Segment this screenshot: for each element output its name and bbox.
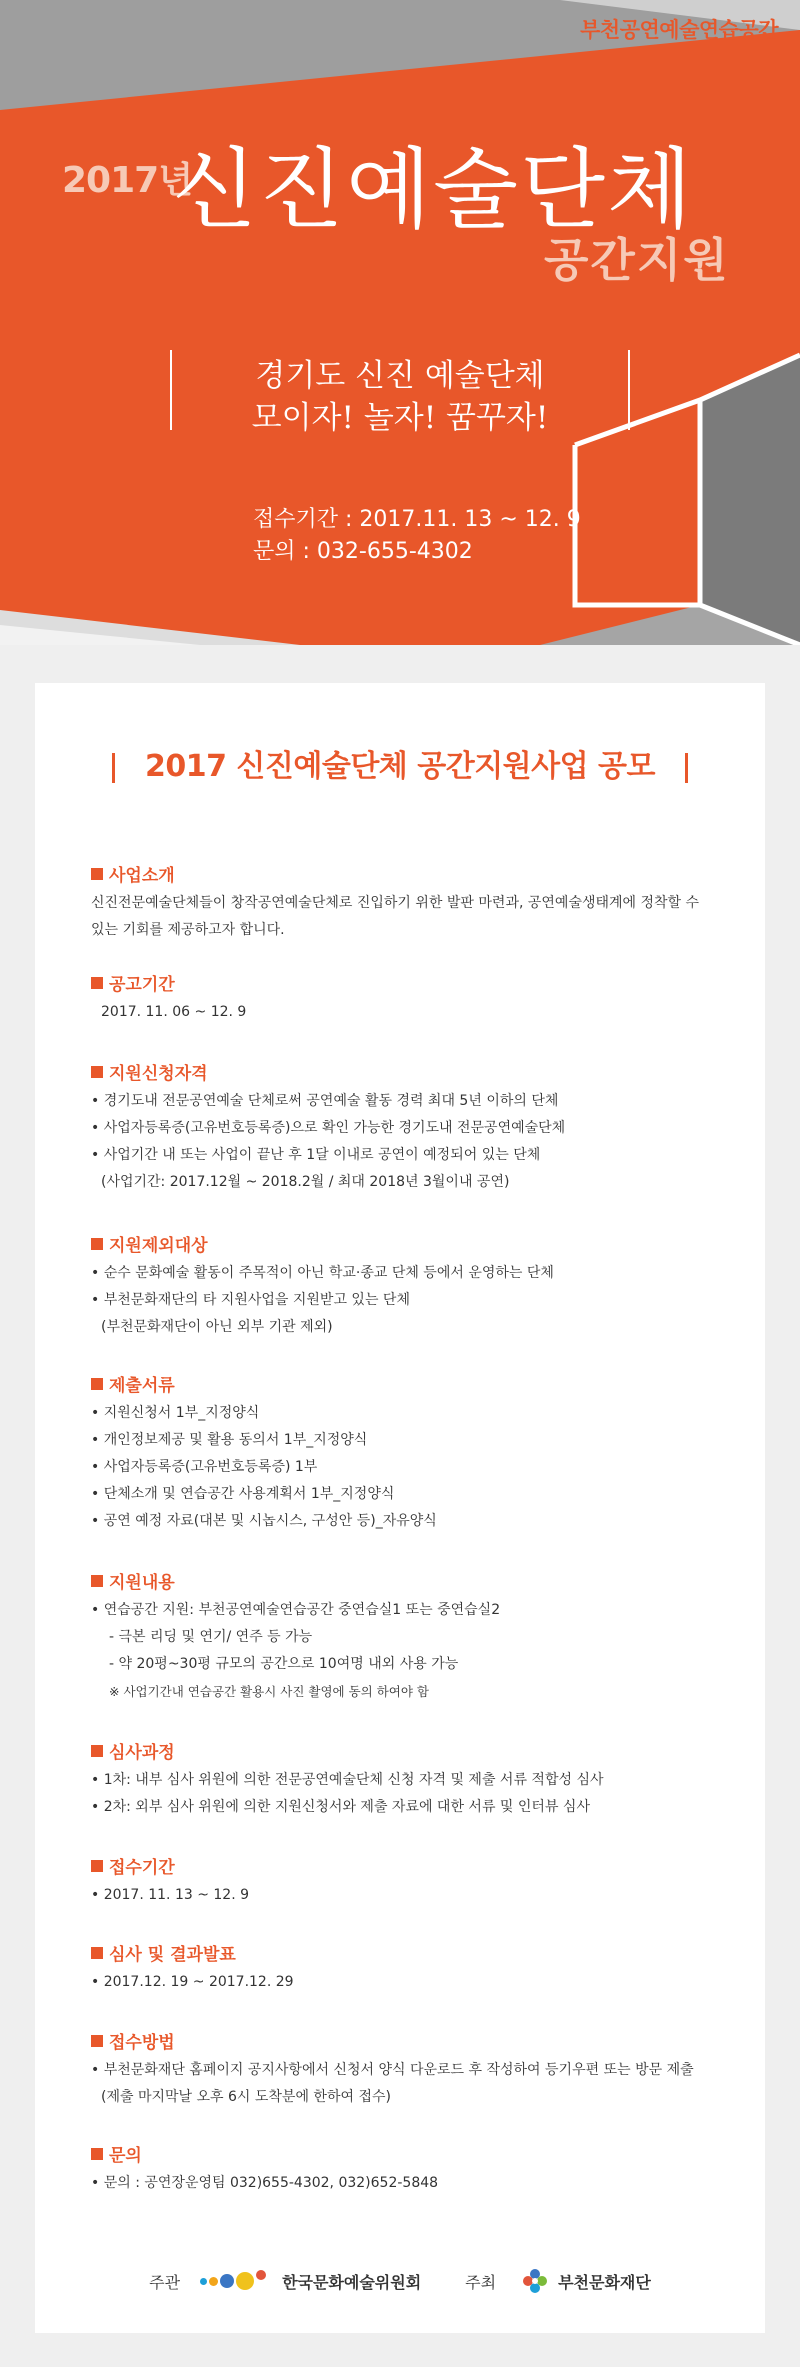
square-bullet-icon	[91, 1238, 103, 1250]
notice-card	[35, 683, 765, 2333]
section-paragraph: 신진전문예술단체들이 창작공연예술단체로 진입하기 위한 발판 마련과, 공연예술생태계에 정착할 수 있는 기회를 제공하고자 합니다.	[91, 895, 700, 938]
list-item: • 2차: 외부 심사 위원에 의한 지원신청서와 제출 자료에 대한 서류 및 인터뷰 심사	[91, 1799, 590, 1815]
list-item: • 부천문화재단의 타 지원사업을 지원받고 있는 단체	[91, 1292, 410, 1308]
title-pipe-left	[112, 753, 115, 783]
section-heading-label: 심사과정	[109, 1743, 175, 1763]
square-bullet-icon	[91, 1066, 103, 1078]
section-heading-label: 접수방법	[109, 2033, 175, 2053]
square-bullet-icon	[91, 1745, 103, 1757]
list-item: • 개인정보제공 및 활용 동의서 1부_지정양식	[91, 1432, 368, 1448]
section-heading-label: 지원내용	[109, 1573, 175, 1593]
section-heading	[91, 970, 246, 995]
section-exclusions	[91, 1231, 554, 1341]
section-heading	[91, 2141, 438, 2166]
organizer-label: 주최	[465, 2272, 497, 2292]
hero-subtitle: 공간지원	[544, 233, 730, 287]
section-heading	[91, 1059, 565, 1084]
list-item: ※ 사업기간내 연습공간 활용시 사진 촬영에 동의 하여야 함	[109, 1684, 429, 1699]
square-bullet-icon	[91, 2148, 103, 2160]
list-item: • 2017. 11. 13 ~ 12. 9	[91, 1887, 250, 1903]
title-pipe-right	[685, 753, 688, 783]
section-intro	[91, 861, 711, 944]
list-item: • 연습공간 지원: 부천공연예술연습공간 중연습실1 또는 중연습실2	[91, 1602, 501, 1618]
section-documents	[91, 1371, 437, 1535]
square-bullet-icon	[91, 1947, 103, 1959]
section-heading	[91, 1940, 294, 1965]
host-org: 한국문화예술위원회	[282, 2272, 422, 2292]
section-application-method	[91, 2028, 694, 2111]
section-support-content	[91, 1568, 500, 1705]
section-heading	[91, 861, 711, 886]
footer-sponsors	[35, 2268, 765, 2294]
section-heading-label: 문의	[109, 2146, 142, 2166]
list-item: • 사업자등록증(고유번호등록증) 1부	[91, 1459, 318, 1475]
section-eligibility	[91, 1059, 565, 1196]
section-heading-label: 지원신청자격	[109, 1064, 208, 1084]
section-announce-period	[91, 970, 246, 1026]
list-item: - 극본 리딩 및 연기/ 연주 등 가능	[109, 1629, 313, 1645]
list-item: - 약 20평~30평 규모의 공간으로 10여명 내외 사용 가능	[109, 1656, 459, 1672]
list-item: • 경기도내 전문공연예술 단체로써 공연예술 활동 경력 최대 5년 이하의 단체	[91, 1093, 559, 1109]
square-bullet-icon	[91, 868, 103, 880]
section-heading-label: 사업소개	[109, 866, 175, 886]
section-heading	[91, 1371, 437, 1396]
section-heading	[91, 1738, 604, 1763]
hero-title: 신진예술단체	[172, 138, 695, 241]
title-year: 2017년	[62, 160, 192, 201]
list-item: • 단체소개 및 연습공간 사용계획서 1부_지정양식	[91, 1486, 395, 1502]
list-item: • 지원신청서 1부_지정양식	[91, 1405, 260, 1421]
notice-title-row	[35, 741, 765, 785]
section-heading-label: 공고기간	[109, 975, 175, 995]
list-item: (제출 마지막날 오후 6시 도착분에 한하여 접수)	[101, 2089, 391, 2105]
list-item: • 1차: 내부 심사 위원에 의한 전문공연예술단체 신청 자격 및 제출 서류 적합성 심사	[91, 1772, 604, 1788]
square-bullet-icon	[91, 1860, 103, 1872]
section-heading	[91, 1231, 554, 1256]
slogan-line-1: 경기도 신진 예술단체	[255, 358, 545, 394]
section-heading	[91, 1853, 249, 1878]
square-bullet-icon	[91, 977, 103, 989]
list-item: (사업기간: 2017.12월 ~ 2018.2월 / 최대 2018년 3월이내 공연)	[101, 1174, 510, 1190]
notice-title: 2017 신진예술단체 공간지원사업 공모	[144, 749, 656, 784]
square-bullet-icon	[91, 1575, 103, 1587]
section-heading	[91, 1568, 500, 1593]
list-item: 2017. 11. 06 ~ 12. 9	[101, 1004, 247, 1020]
section-results	[91, 1940, 294, 1996]
square-bullet-icon	[91, 2035, 103, 2047]
list-item: • 사업기간 내 또는 사업이 끝난 후 1달 이내로 공연이 예정되어 있는 단체	[91, 1147, 541, 1163]
list-item: • 부천문화재단 홈페이지 공지사항에서 신청서 양식 다운로드 후 작성하여 등기우편 또는 방문 제출	[91, 2062, 694, 2078]
list-item: • 공연 예정 자료(대본 및 시놉시스, 구성안 등)_자유양식	[91, 1513, 437, 1529]
section-heading-label: 지원제외대상	[109, 1236, 208, 1256]
section-inquiry	[91, 2141, 438, 2197]
square-bullet-icon	[91, 1378, 103, 1390]
section-receipt-period	[91, 1853, 249, 1909]
contact-phone: 문의 : 032-655-4302	[253, 539, 473, 564]
org-name-top: 부천공연예술연습공간	[580, 18, 778, 42]
application-period: 접수기간 : 2017.11. 13 ~ 12. 9	[253, 507, 581, 532]
list-item: • 순수 문화예술 활동이 주목적이 아닌 학교·종교 단체 등에서 운영하는 단체	[91, 1265, 554, 1281]
section-heading	[91, 2028, 694, 2053]
organizer-org: 부천문화재단	[558, 2272, 651, 2292]
arko-logo-icon	[200, 2272, 266, 2290]
section-review-process	[91, 1738, 604, 1821]
list-item: • 2017.12. 19 ~ 2017.12. 29	[91, 1974, 294, 1990]
list-item: • 문의 : 공연장운영팀 032)655-4302, 032)652-5848	[91, 2175, 439, 2191]
section-heading-label: 심사 및 결과발표	[109, 1945, 236, 1965]
hero-banner	[0, 0, 800, 645]
host-label: 주관	[149, 2272, 181, 2292]
section-heading-label: 접수기간	[109, 1858, 175, 1878]
slogan-line-2: 모이자! 놀자! 꿈꾸자!	[251, 400, 549, 436]
section-heading-label: 제출서류	[109, 1376, 175, 1396]
list-item: (부천문화재단이 아닌 외부 기관 제외)	[101, 1319, 333, 1335]
bucheon-foundation-logo-icon	[522, 2268, 548, 2294]
list-item: • 사업자등록증(고유번호등록증)으로 확인 가능한 경기도내 전문공연예술단체	[91, 1120, 566, 1136]
